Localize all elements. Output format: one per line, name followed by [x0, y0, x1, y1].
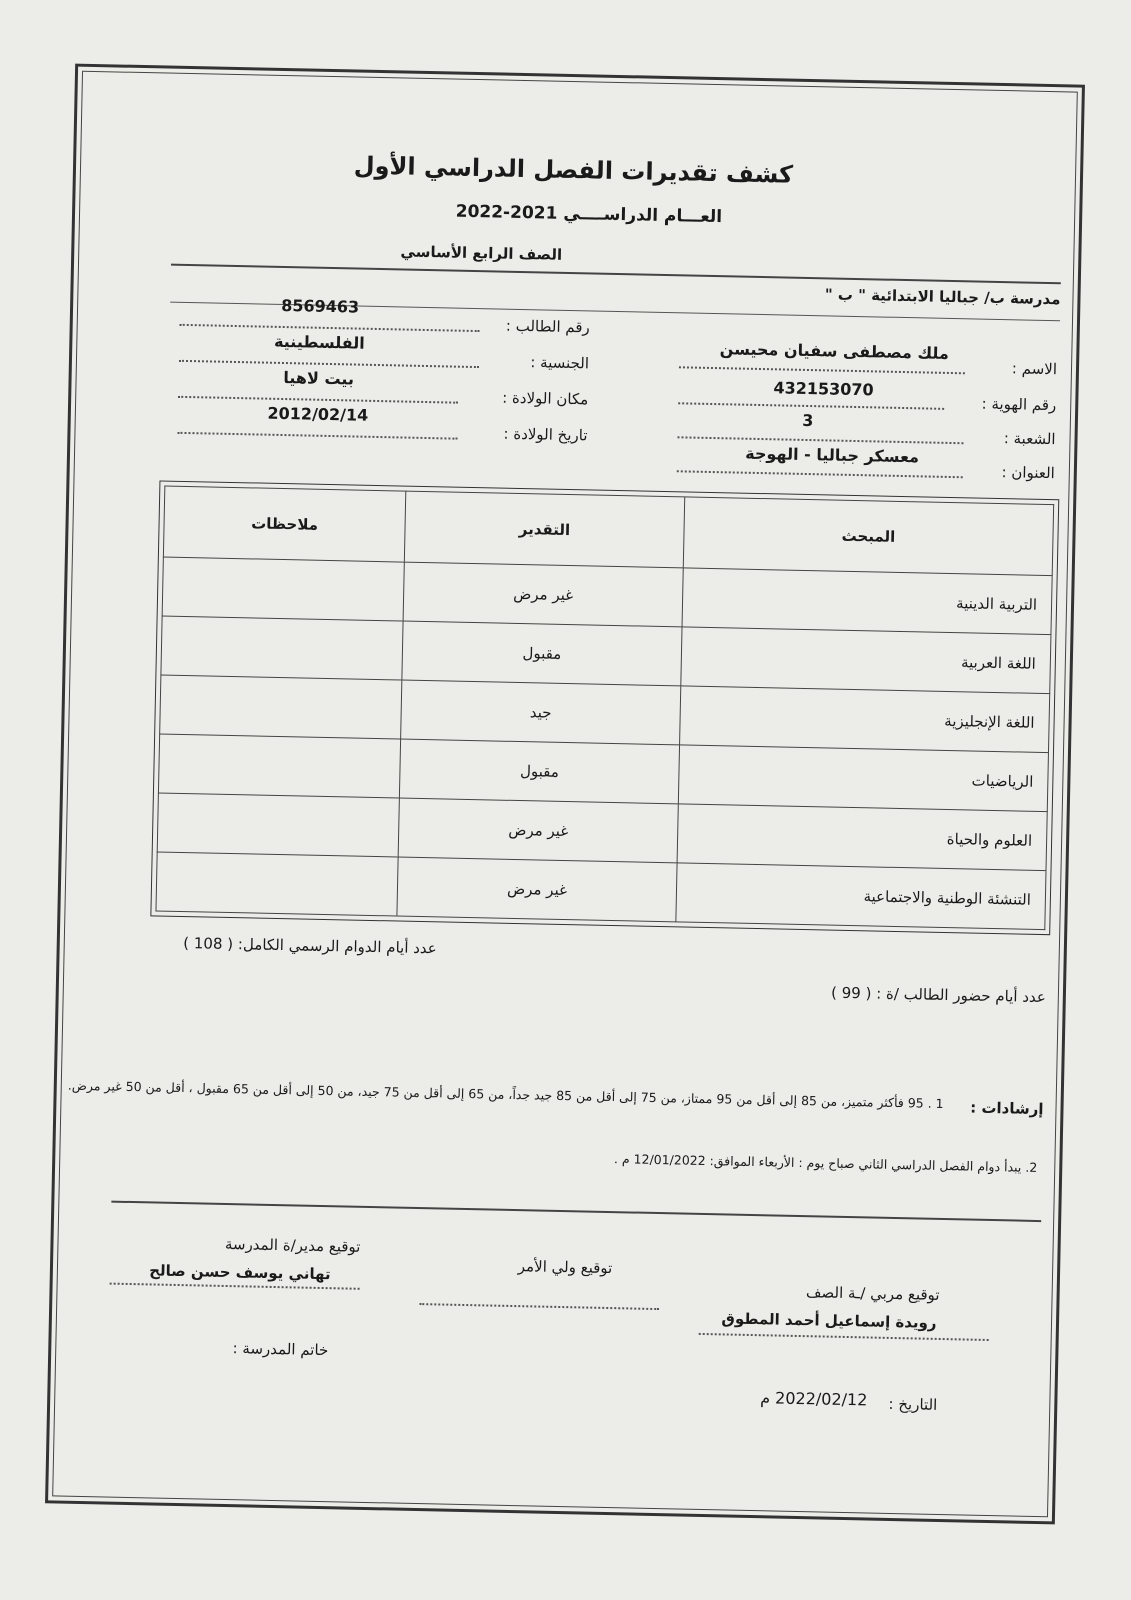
grade-cell: غير مرض [403, 562, 683, 627]
notes-cell [161, 616, 403, 680]
grade-cell: جيد [401, 680, 681, 745]
notes-cell [158, 734, 400, 798]
section-value: 3 [802, 410, 814, 431]
principal-signature-label: توقيع مدير/ة المدرسة [224, 1234, 361, 1256]
grade-level: الصف الرابع الأساسي [400, 242, 563, 264]
notes-cell [156, 852, 398, 916]
instructions-heading: إرشادات : [970, 1098, 1044, 1119]
grade-cell: غير مرض [397, 857, 677, 922]
id-label: رقم الهوية : [981, 394, 1057, 415]
date-label: التاريخ : [888, 1394, 938, 1414]
subject-header: المبحث [683, 497, 1053, 576]
grade-cell: مقبول [399, 739, 679, 804]
official-days: عدد أيام الدوام الرسمي الكامل: ( 108 ) [183, 934, 437, 958]
address-label: العنوان : [1001, 463, 1056, 483]
date-value: 2022/02/12 م [759, 1388, 868, 1410]
address-value: معسكر جباليا - الهوجة [745, 443, 920, 467]
school-name: مدرسة ب/ جباليا الابتدائية " ب " [824, 285, 1061, 309]
nationality-value: الفلسطينية [273, 331, 365, 353]
birthplace-label: مكان الولادة : [502, 388, 589, 409]
subject-cell: اللغة الإنجليزية [680, 686, 1050, 753]
instruction-line-2: 2. يبدأ دوام الفصل الدراسي الثاني صباح يوم : الأربعاء الموافق: 12/01/2022 م . [613, 1151, 1038, 1175]
subject-cell: التنشئة الوطنية والاجتماعية [676, 863, 1046, 930]
notes-cell [157, 793, 399, 857]
birthplace-value: بيت لاهيا [283, 368, 355, 389]
attendance-days: عدد أيام حضور الطالب /ة : ( 99 ) [830, 983, 1047, 1007]
subject-cell: العلوم والحياة [677, 804, 1047, 871]
id-number: 432153070 [773, 378, 874, 400]
school-stamp-label: خاتم المدرسة : [232, 1339, 329, 1360]
birthdate-value: 2012/02/14 [267, 403, 369, 425]
notes-header: ملاحظات [163, 486, 405, 562]
teacher-name: رويدة إسماعيل أحمد المطوق [721, 1309, 937, 1332]
grade-header: التقدير [404, 491, 684, 568]
nationality-label: الجنسية : [530, 353, 590, 373]
student-number: 8569463 [281, 295, 360, 317]
birthdate-label: تاريخ الولادة : [503, 424, 588, 445]
academic-year: العـــام الدراســــي 2021-2022 [455, 201, 723, 228]
notes-cell [162, 557, 404, 621]
subject-cell: التربية الدينية [682, 568, 1052, 635]
name-label: الاسم : [1011, 359, 1058, 379]
instruction-line-1: 1 . 95 فأكثر متميز، من 85 إلى أقل من 95 ممتاز، من 75 إلى أقل من 85 جيد جداً، من 65 إلى أقل من 75 جيد، من 50 إلى أقل من 65 مقبول ، أقل من 50 غير مرض. [67, 1077, 944, 1111]
grade-cell: مقبول [402, 621, 682, 686]
document-frame [45, 64, 1085, 1525]
notes-cell [160, 675, 402, 739]
principal-name: تهاني يوسف حسن صالح [149, 1261, 331, 1284]
student-name: ملك مصطفى سفيان محيسن [719, 339, 950, 363]
section-label: الشعبة : [1003, 429, 1056, 449]
teacher-signature-label: توقيع مربي /ـة الصف [805, 1283, 940, 1304]
subject-cell: اللغة العربية [681, 627, 1051, 694]
guardian-signature-label: توقيع ولي الأمر [517, 1257, 613, 1278]
grade-cell: غير مرض [398, 798, 678, 863]
page-title: كشف تقديرات الفصل الدراسي الأول [353, 151, 794, 189]
student-number-label: رقم الطالب : [505, 316, 590, 337]
subject-cell: الرياضيات [678, 745, 1048, 812]
grades-table [155, 486, 1054, 931]
